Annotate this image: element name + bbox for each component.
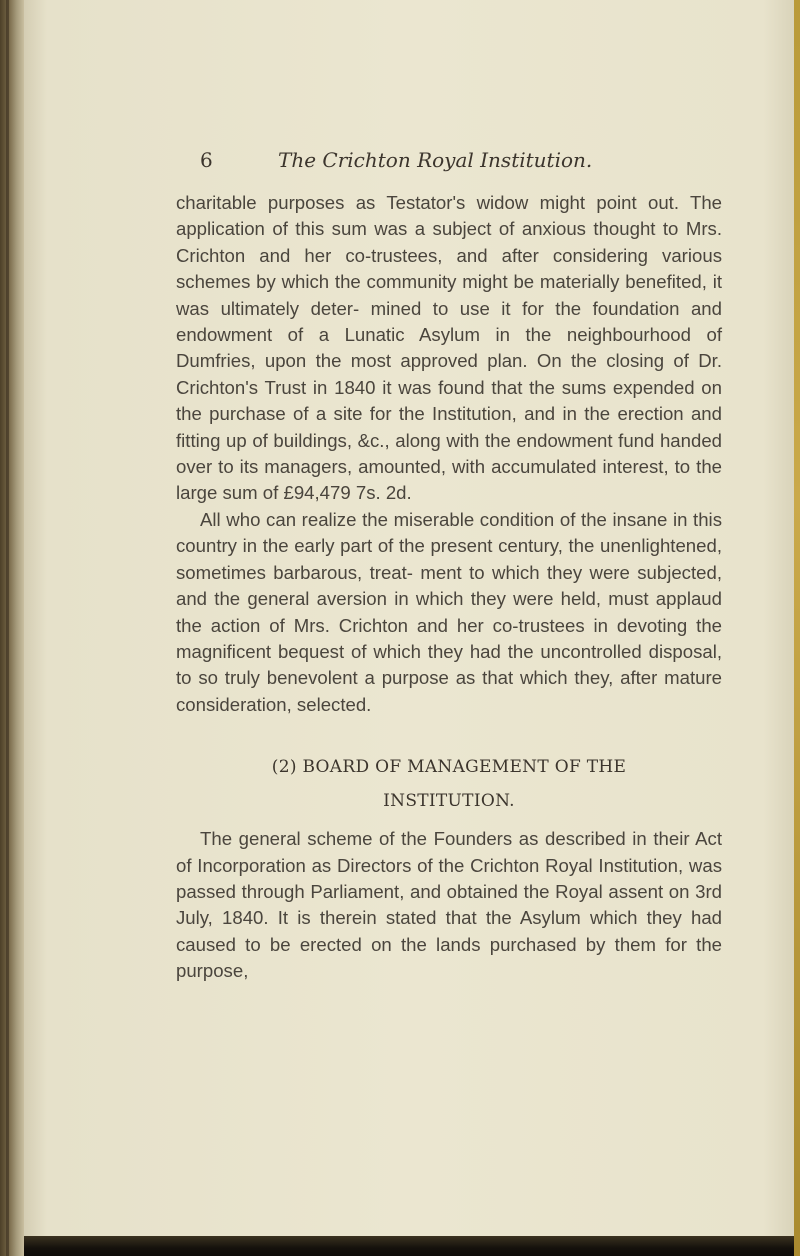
- book-spine: [0, 0, 24, 1256]
- section-heading-line-2: INSTITUTION.: [383, 791, 515, 812]
- section-heading: [176, 752, 722, 816]
- section-paragraph: The general scheme of the Founders as described in their Act of Incorporation as Directors of the Crichton Royal Institution, was passed through Parliament, and obtained the Royal assent on 3rd July, 1840. It is therein stated that the Asylum which they had caused to be erected on the lands purchased by them for the purpose,: [176, 828, 722, 982]
- paragraph-2: All who can realize the miserable condition of the insane in this country in the early part of the present century, the unenlightened, sometimes barbarous, treat- ment to which they were subjected, and the general aversion in which they were held, must applaud the action of Mrs. Crichton and her co-trustees in devoting the magnificent bequest of which they had the uncontrolled disposal, to so truly benevolent a purpose as that which they, after mature consideration, selected.: [176, 508, 722, 715]
- page-body: [176, 190, 722, 985]
- paragraph-1: charitable purposes as Testator's widow might point out. The application of this sum was a subject of anxious thought to Mrs. Crichton and her co-trustees, and after considering various schemes by which the community might be materially benefited, it was ultimately deter- mined to use it for the foundation and endowment of a Lunatic Asylum in the neighbourhood of Dumfries, upon the most approved plan. On the closing of Dr. Crichton's Trust in 1840 it was found that the sums expended on the purchase of a site for the Institution, and in the erection and fitting up of buildings, &c., along with the endowment fund handed over to its managers, amounted, with accumulated interest, to the large sum of £94,479 7s. 2d.: [176, 192, 722, 504]
- spine-shadow: [6, 0, 9, 1256]
- page-header: [24, 148, 794, 178]
- book-page: [24, 0, 794, 1236]
- section-heading-line-1: (2) BOARD OF MANAGEMENT OF THE: [271, 757, 627, 778]
- page-number: 6: [200, 148, 213, 172]
- running-title: The Crichton Royal Institution.: [278, 148, 593, 172]
- page-edge-bottom: [24, 1236, 794, 1256]
- page-edge-right: [794, 0, 800, 1256]
